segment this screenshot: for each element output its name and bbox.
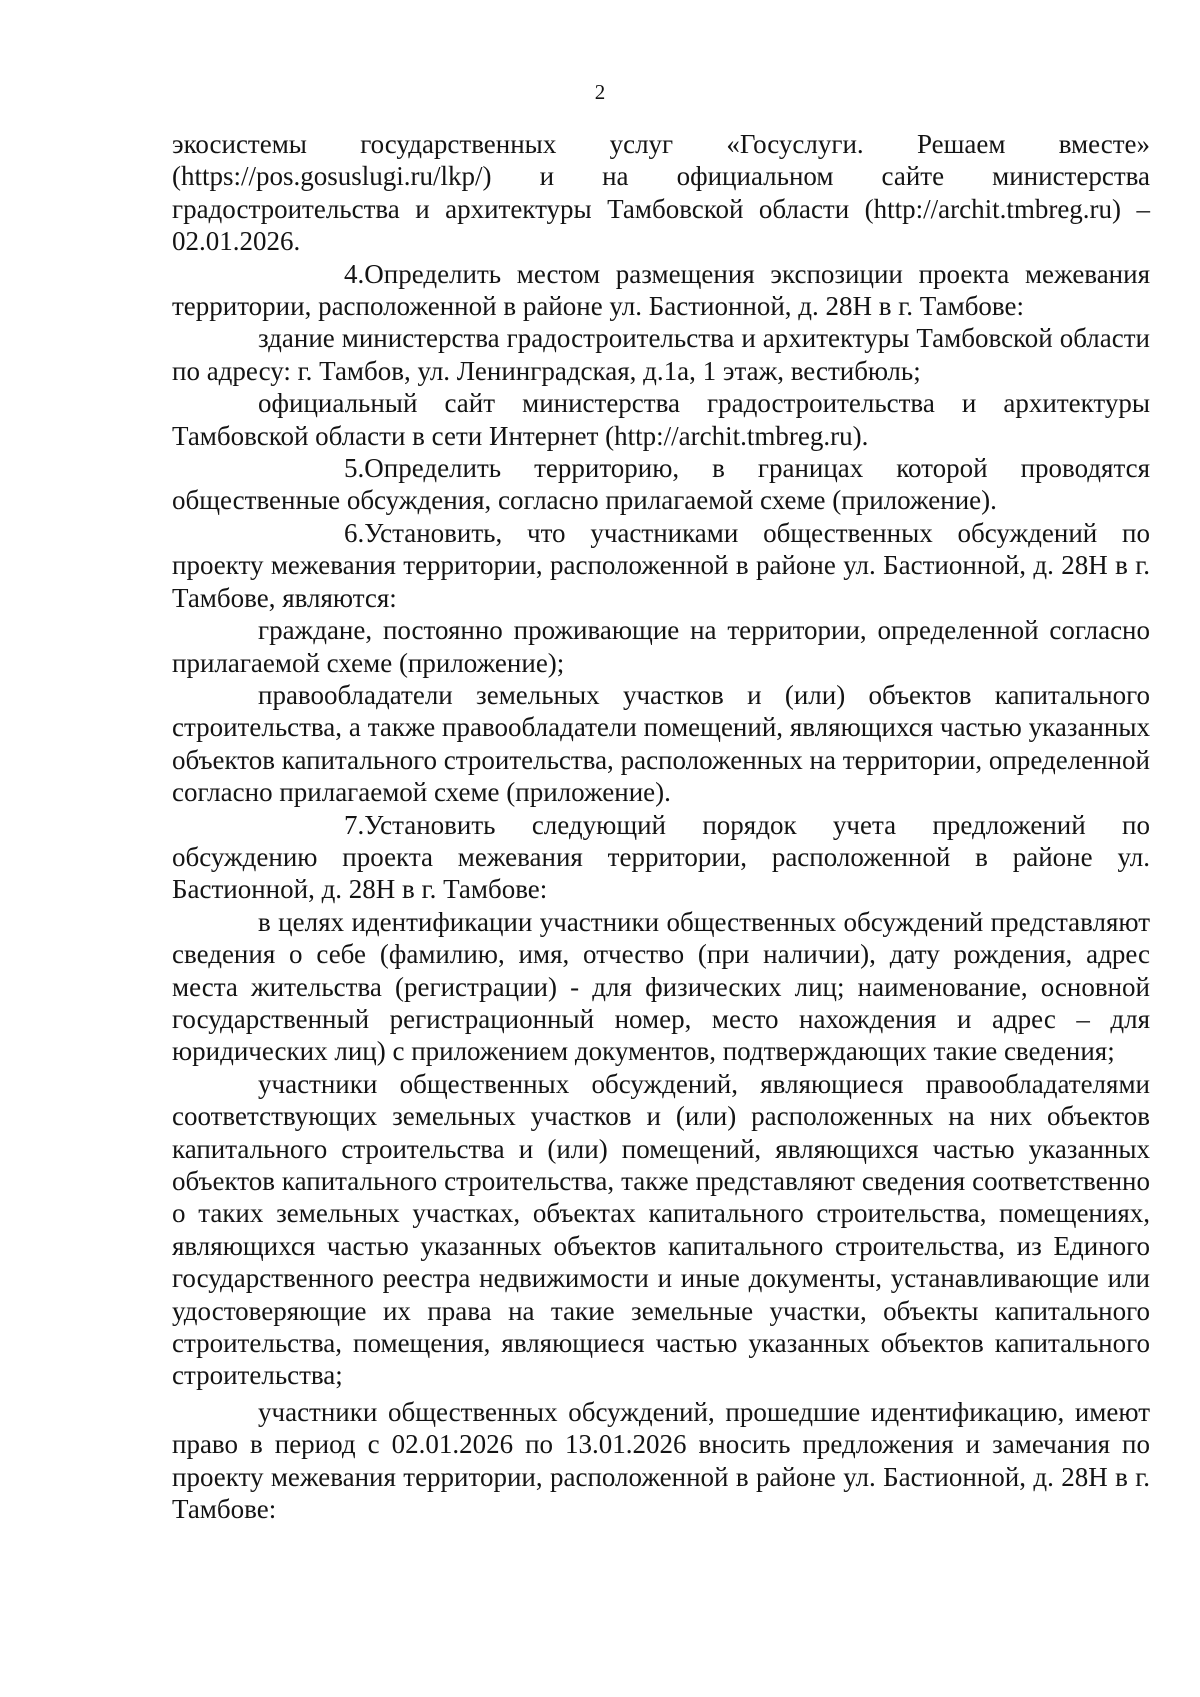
item-number: 4.: [344, 258, 365, 289]
item-number: 6.: [344, 517, 365, 548]
paragraph-participants-owners: правообладатели земельных участков и (или) объектов капитального строительства, а также правообладатели помещений, являющихся частью указанных объектов капитального строительства, расположенных на территории, определенной согласно прилагаемой схеме (приложение).: [172, 679, 1150, 808]
item-number: 5.: [344, 453, 365, 484]
paragraph-exposition-building: здание министерства градостроительства и архитектуры Тамбовской области по адресу: г. Тамбов, ул. Ленинградская, д.1а, 1 этаж, вестибюль;: [172, 323, 1150, 386]
paragraph-item-4: [172, 258, 1150, 323]
paragraph-participants-citizens: граждане, постоянно проживающие на территории, определенной согласно прилагаемой схеме (приложение);: [172, 615, 1150, 678]
item-number: 7.: [344, 809, 365, 840]
paragraph-item-6: [172, 517, 1150, 614]
paragraph-text: Определить территорию, в границах которой проводятся общественные обсуждения, согласно прилагаемой схеме (приложение).: [172, 453, 1150, 516]
paragraph-text: Установить, что участниками общественных обсуждений по проекту межевания территории, расположенной в районе ул. Бастионной, д. 28Н в г. Тамбове, являются:: [172, 517, 1150, 613]
page-number: 2: [594, 80, 606, 104]
paragraph-text: Определить местом размещения экспозиции проекта межевания территории, расположенной в районе ул. Бастионной, д. 28Н в г. Тамбове:: [172, 258, 1150, 322]
paragraph-text: Установить следующий порядок учета предложений по обсуждению проекта межевания территории, расположенной в районе ул. Бастионной, д. 28Н в г. Тамбове:: [172, 809, 1150, 905]
paragraph-exposition-website: официальный сайт министерства градостроительства и архитектуры Тамбовской области в сети Интернет (http://archit.tmbreg.ru).: [172, 388, 1150, 451]
paragraph-identification: в целях идентификации участники общественных обсуждений представляют сведения о себе (фамилию, имя, отчество (при наличии), дату рождения, адрес места жительства (регистрации) - для физических лиц; наименование, основной государственный регистрационный номер, место нахождения и адрес – для юридических лиц) с приложением документов, подтверждающих такие сведения;: [172, 906, 1150, 1067]
paragraph-continuation: экосистемы государственных услуг «Госуслуги. Решаем вместе» (https://pos.gosuslugi.ru/lkp/) и на официальном сайте министерства градостроительства и архитектуры Тамбовской области (http://archit.tmbreg.ru) – 02.01.2026.: [172, 129, 1150, 257]
paragraph-item-5: [172, 452, 1150, 517]
paragraph-owner-documents: участники общественных обсуждений, являющиеся правообладателями соответствующих земельных участков и (или) расположенных на них объектов капитального строительства и (или) помещений, являющихся частью указанных объектов капитального строительства, также представляют сведения соответственно о таких земельных участках, объектах капитального строительства, помещениях, являющихся частью указанных объектов капитального строительства, из Единого государственного реестра недвижимости и иные документы, устанавливающие или удостоверяющие их права на такие земельные участки, объекты капитального строительства, помещения, являющиеся частью указанных объектов капитального строительства;: [172, 1068, 1150, 1391]
paragraph-proposal-period: участники общественных обсуждений, прошедшие идентификацию, имеют право в период с 02.01.2026 по 13.01.2026 вносить предложения и замечания по проекту межевания территории, расположенной в районе ул. Бастионной, д. 28Н в г. Тамбове:: [172, 1396, 1150, 1525]
document-body: [172, 128, 1150, 1525]
paragraph-item-7: [172, 809, 1150, 906]
